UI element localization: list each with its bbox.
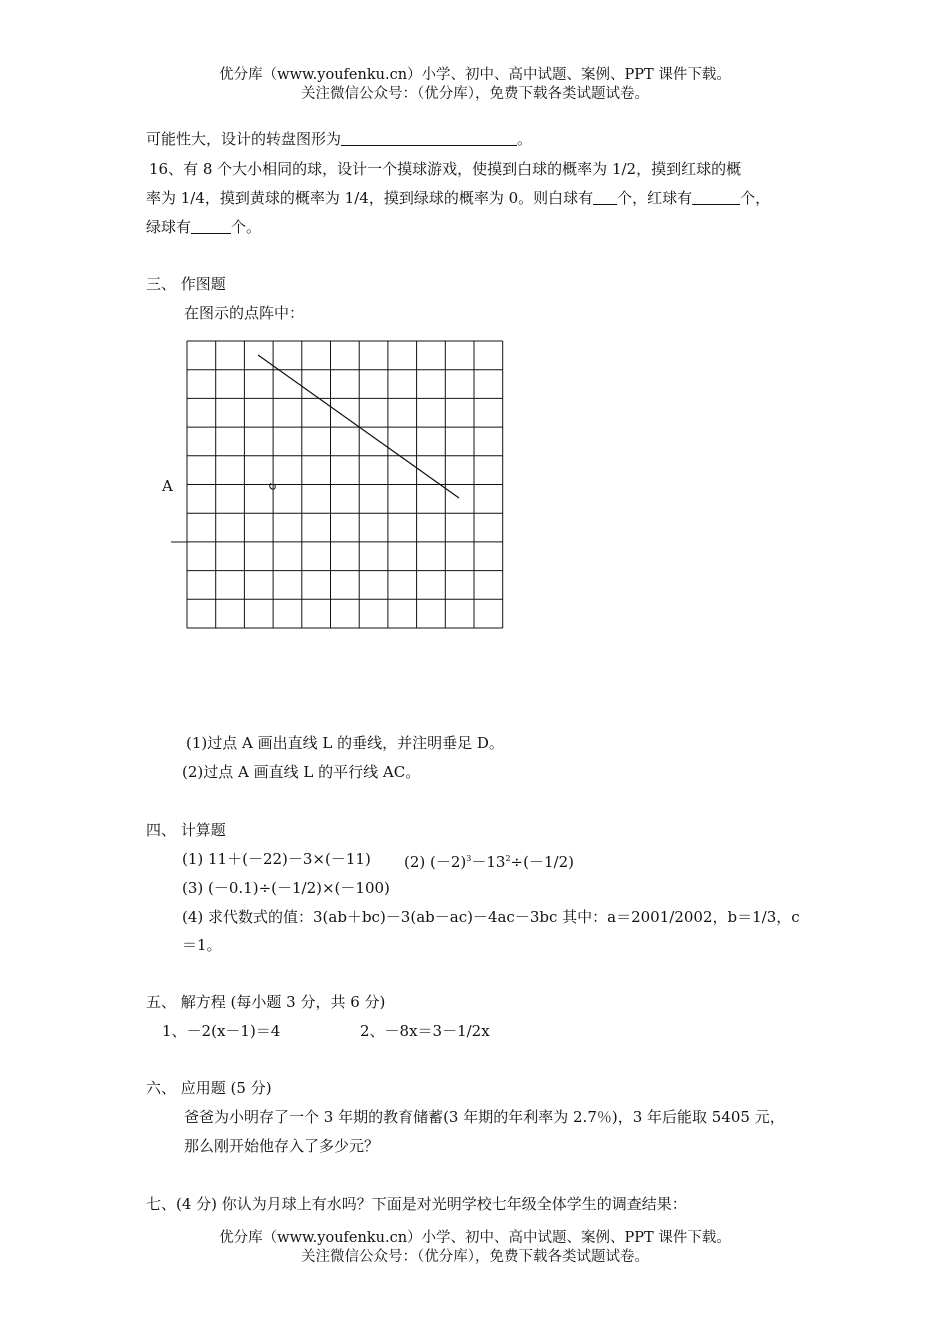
section-5-title: 五、 解方程 (每小题 3 分，共 6 分) [146,993,386,1011]
q15-answer-blank[interactable] [341,130,517,146]
line-l [258,355,459,498]
dot-grid[interactable] [186,340,504,630]
section-3-intro: 在图示的点阵中： [184,304,305,322]
section-3-q2: (2)过点 A 画直线 L 的平行线 AC。 [182,763,421,781]
q16-text-d: 绿球有 [146,218,192,236]
page-header-line-1: 优分库（www.youfenku.cn）小学、初中、高中试题、案例、PPT 课件下载。 [219,67,731,83]
q15-tail [146,128,532,150]
point-a-mark [270,483,275,489]
grid-lines [187,341,503,628]
calc-problem-1: (1) 11＋(－22)－3×(－11) [182,850,371,868]
q15-end: 。 [517,130,533,148]
q16-line-3 [146,216,261,238]
calc-row-1 [182,848,574,871]
q15-text: 可能性大，设计的转盘图形为 [146,130,342,148]
q16-line-1: 16、有 8 个大小相同的球，设计一个摸球游戏，使摸到白球的概率为 1/2，摸到红球的概 [149,160,742,178]
q16-text-b: 个，红球有 [617,189,693,207]
q16-line-2 [146,187,770,209]
section-4-title: 四、 计算题 [146,821,226,839]
equation-2: 2、－8x＝3－1/2x [360,1022,490,1040]
calc-problem-3: (3) (－0.1)÷(－1/2)×(－100) [182,879,390,897]
calc-2-base: (2) (－2) [404,853,467,871]
section-6-line-1: 爸爸为小明存了一个 3 年期的教育储蓄(3 年期的年利率为 2.7％)，3 年后能取 5405 元， [184,1108,785,1126]
calc-2-exp-2: 2 [505,854,511,863]
stray-dash [170,540,188,544]
green-ball-blank[interactable] [191,218,231,234]
point-a-label: A [162,477,173,495]
section-3-title: 三、 作图题 [146,275,226,293]
section-7-title: 七、(4 分) 你认为月球上有水吗？下面是对光明学校七年级全体学生的调查结果： [146,1195,687,1213]
calc-problem-2 [404,848,574,873]
calc-problem-4-line-2: ＝1。 [182,936,222,954]
red-ball-blank[interactable] [692,189,740,205]
q16-text-a: 率为 1/4，摸到黄球的概率为 1/4，摸到绿球的概率为 0。则白球有 [146,189,594,207]
section-3-q1: (1)过点 A 画出直线 L 的垂线，并注明垂足 D。 [186,734,504,752]
page-header-line-2: 关注微信公众号：（优分库），免费下载各类试题试卷。 [301,86,649,102]
white-ball-blank[interactable] [593,189,617,205]
section-6-title: 六、 应用题 (5 分) [146,1079,272,1097]
q16-text-e: 个。 [231,218,262,236]
section-6-line-2: 那么刚开始他存入了多少元？ [184,1137,380,1155]
q16-text-c: 个， [740,189,771,207]
page-footer-line-1: 优分库（www.youfenku.cn）小学、初中、高中试题、案例、PPT 课件下载。 [219,1230,731,1246]
page-footer-line-2: 关注微信公众号：（优分库），免费下载各类试题试卷。 [301,1249,649,1265]
calc-2-mid: －13 [471,853,506,871]
calc-2-exp-1: 3 [466,854,472,863]
equation-1: 1、－2(x－1)＝4 [162,1022,281,1040]
calc-2-end: ÷(－1/2) [510,853,574,871]
calc-problem-4-line-1: (4) 求代数式的值：3(ab＋bc)－3(ab－ac)－4ac－3bc 其中：a＝2001/2002，b＝1/3，c [182,908,800,926]
